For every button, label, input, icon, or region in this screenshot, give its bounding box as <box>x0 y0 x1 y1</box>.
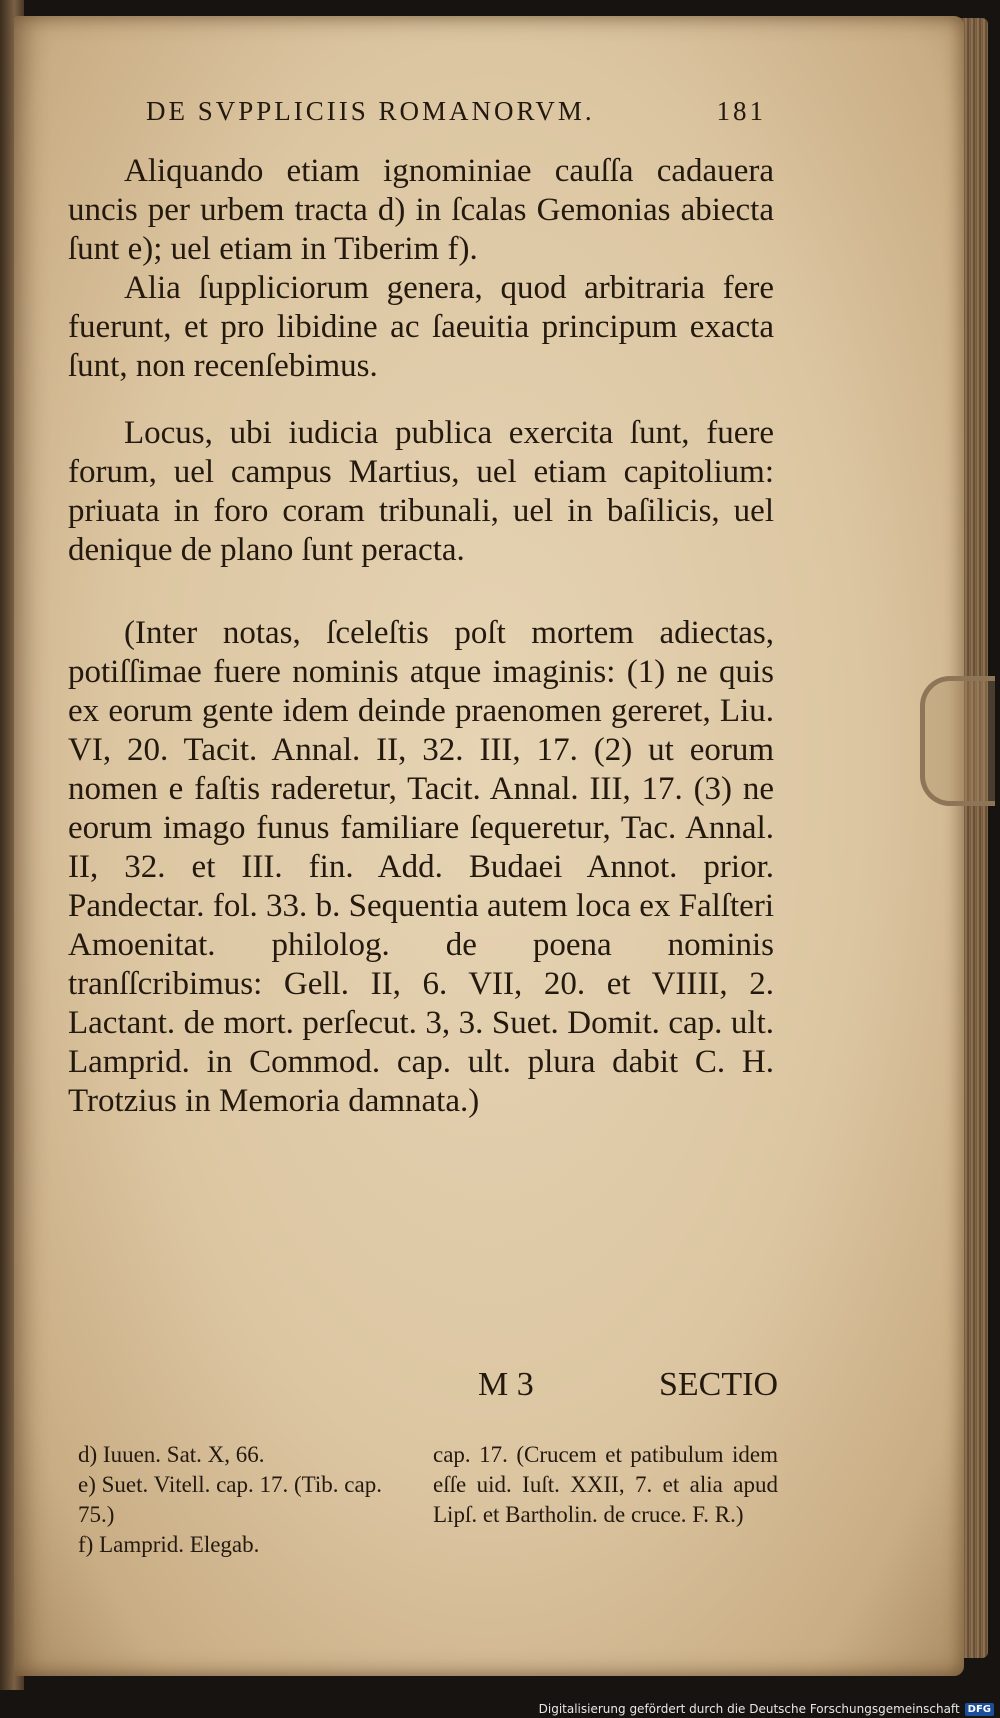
credit-text: Digitalisierung gefördert durch die Deutsche Forschungsgemeinschaft <box>538 1702 960 1716</box>
footnote-e: e) Suet. Vitell. cap. 17. (Tib. cap. 75.) <box>78 1472 382 1527</box>
page-number: 181 <box>716 96 766 126</box>
digitization-credit <box>539 1702 994 1716</box>
running-head-title: DE SVPPLICIIS ROMANORVM. <box>146 96 595 126</box>
footnotes <box>78 1440 778 1560</box>
main-text <box>68 152 774 1121</box>
paragraph-1: Aliquando etiam ignominiae cauſſa cadauera uncis per urbem tracta d) in ſcalas Gemonias abiecta ſunt e); uel etiam in Tiberim f). <box>68 153 774 267</box>
footnote-d: d) Iuuen. Sat. X, 66. <box>78 1442 265 1467</box>
footnotes-right-column: cap. 17. (Crucem et patibulum idem eſſe uid. Iuſt. XXII, 7. et alia apud Lipſ. et Bartholin. de cruce. F. R.) <box>433 1442 778 1527</box>
footnote-f: f) Lamprid. Elegab. <box>78 1532 260 1557</box>
running-head <box>146 96 766 127</box>
catchline <box>478 1366 778 1404</box>
signature-mark: M 3 <box>478 1366 534 1403</box>
paragraph-4: (Inter notas, ſceleſtis poſt mortem adiectas, potiſſimae fuere nominis atque imaginis: (1) ne quis ex eorum gente idem deinde praenomen gereret, Liu. VI, 20. Tacit. Annal. II, 32. III, 17. (2) ut eorum nomen e faſtis raderetur, Tacit. Annal. III, 17. (3) ne eorum imago funus familiare ſequeretur, Tac. Annal. II, 32. et III. fin. Add. Budaei Annot. prior. Pandectar. fol. 33. b. Sequentia autem loca ex Falſteri Amoenitat. philolog. de poena nominis tranſſcribimus: Gell. II, 6. VII, 20. et VIIII, 2. Lactant. de mort. perſecut. 3, 3. Suet. Domit. cap. ult. Lamprid. in Commod. cap. ult. plura dabit C. H. Trotzius in Memoria damnata.) <box>68 615 774 1119</box>
dfg-logo: DFG <box>965 1703 994 1716</box>
catchword: SECTIO <box>659 1366 778 1403</box>
paragraph-3: Locus, ubi iudicia publica exercita ſunt, fuere forum, uel campus Martius, uel etiam capitolium: priuata in foro coram tribunali, uel in baſilicis, uel denique de plano ſunt peracta. <box>68 415 774 568</box>
page-clip <box>920 676 995 806</box>
footnotes-left-column <box>78 1440 408 1560</box>
paragraph-2: Alia ſuppliciorum genera, quod arbitraria fere fuerunt, et pro libidine ac ſaeuitia principum exacta ſunt, non recenſebimus. <box>68 270 774 384</box>
